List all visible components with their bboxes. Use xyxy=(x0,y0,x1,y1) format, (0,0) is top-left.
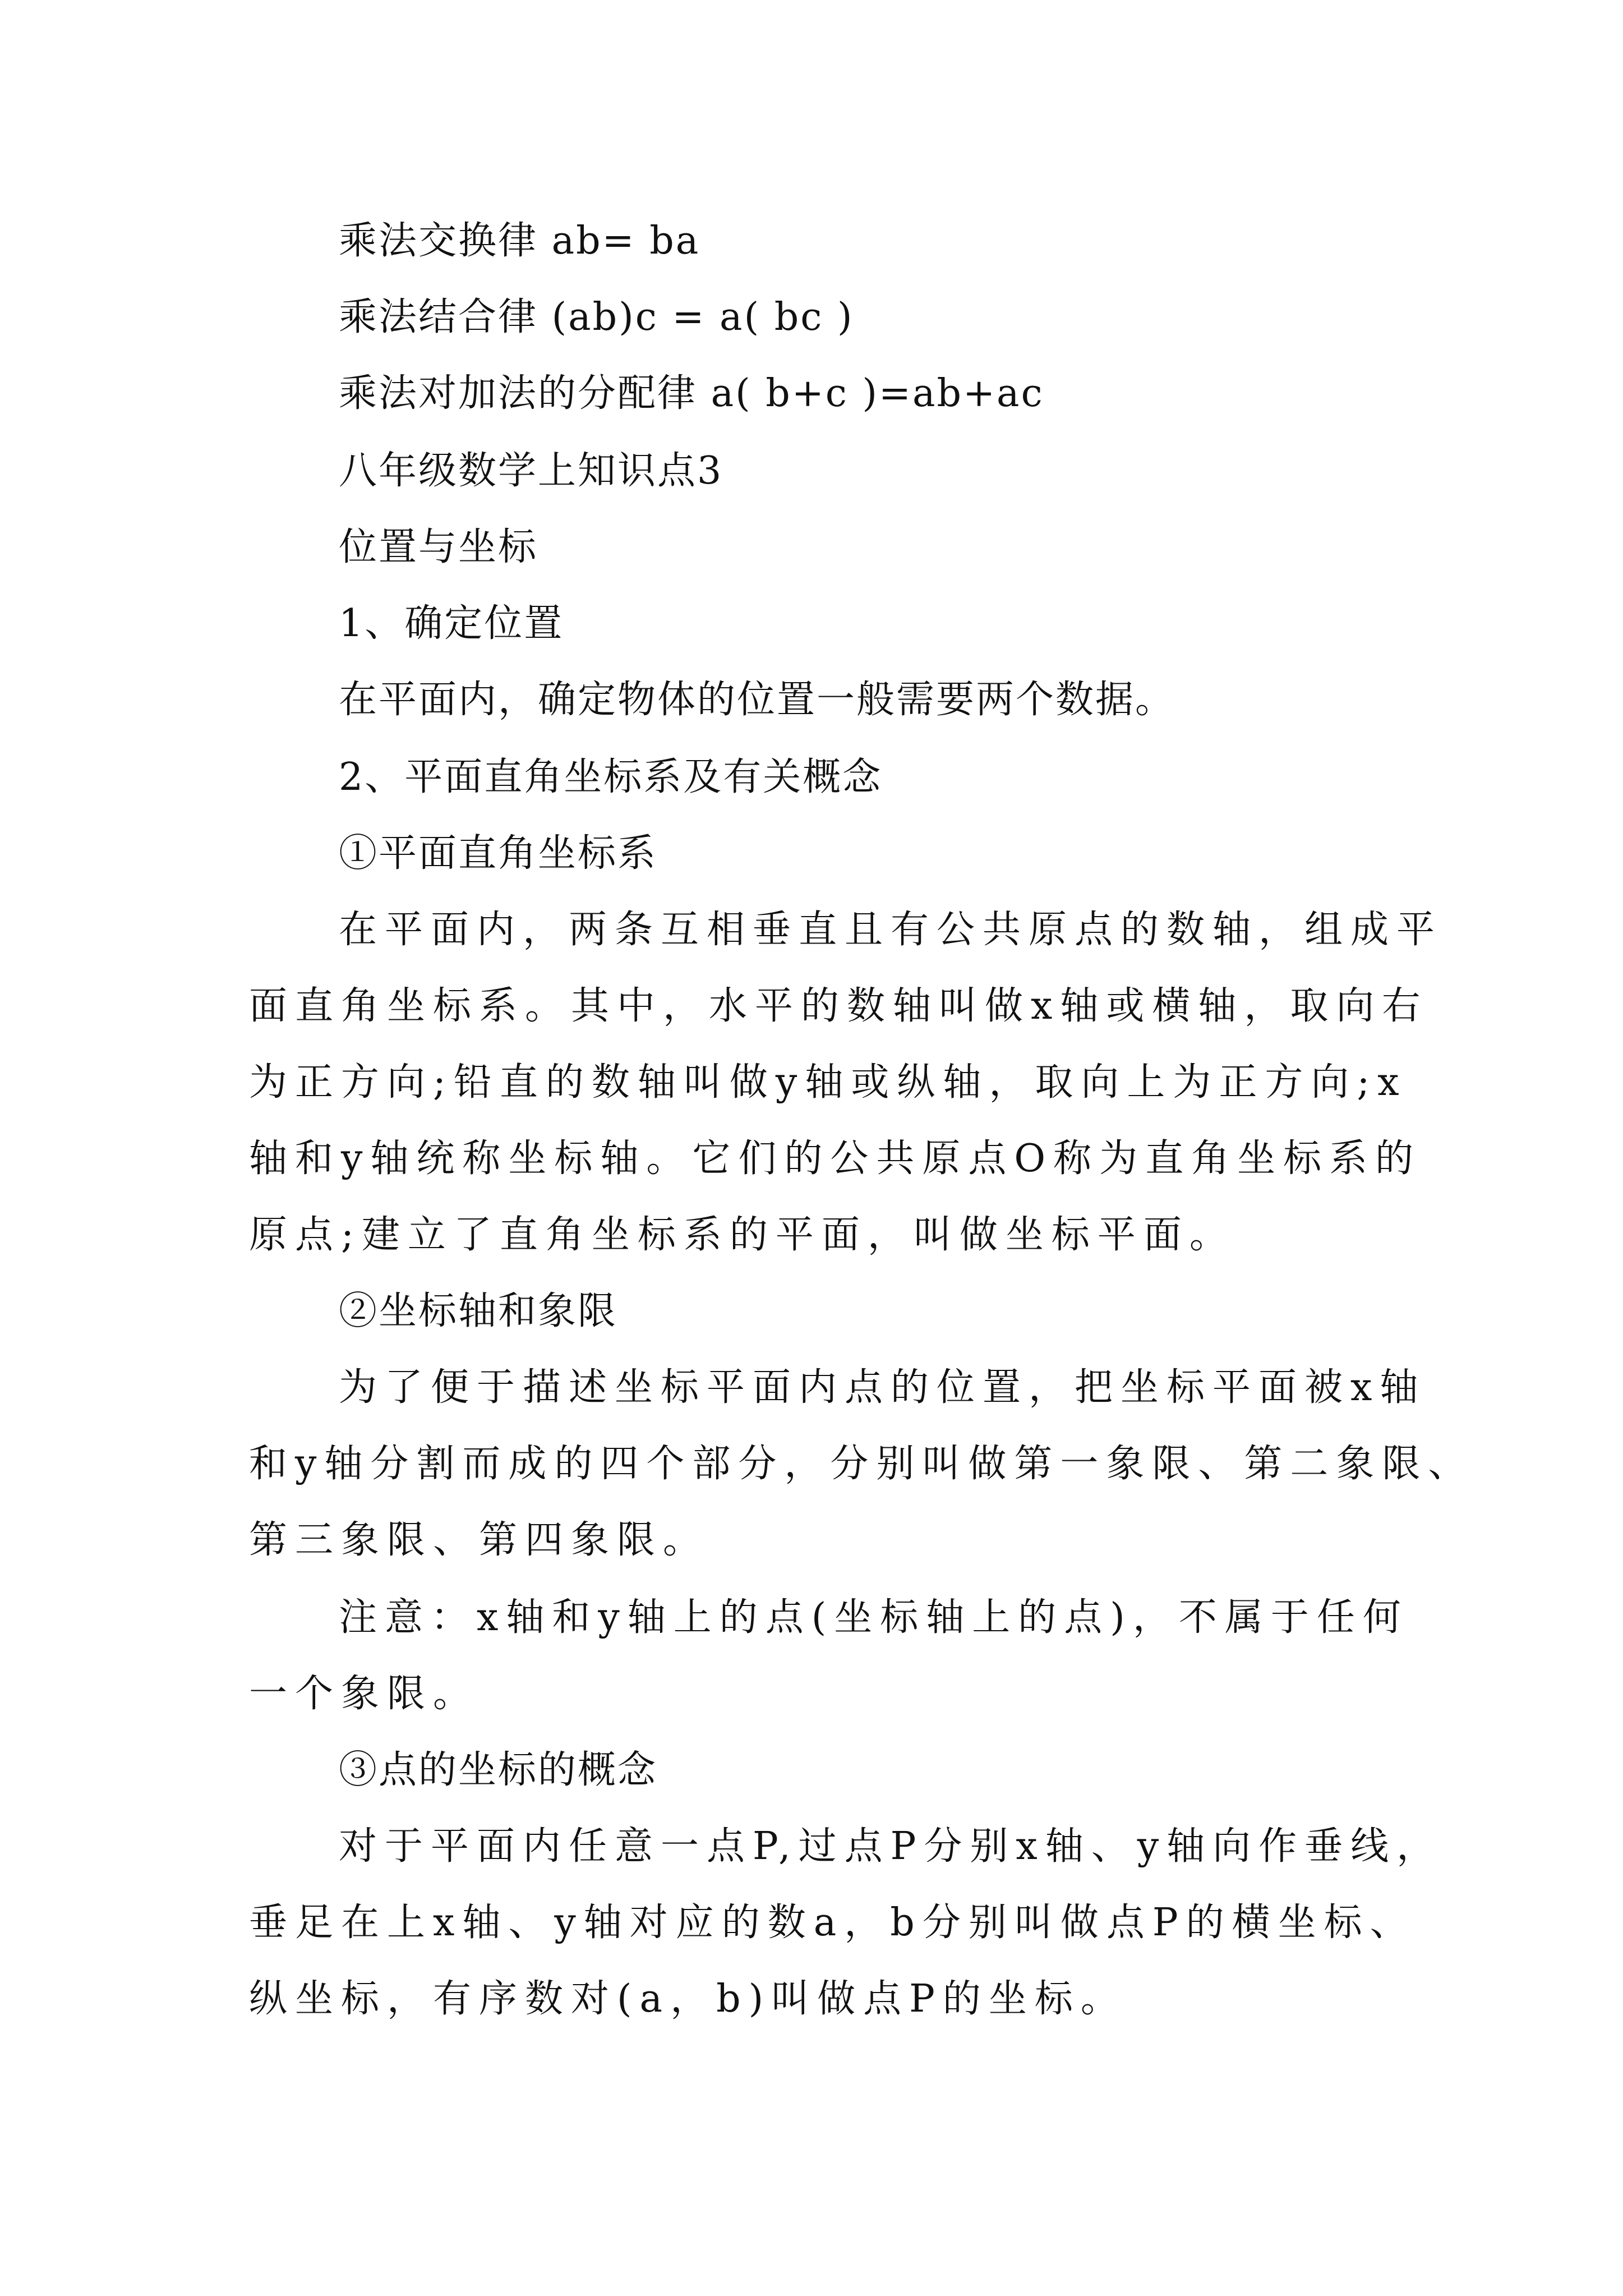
paragraph-line: 面直角坐标系。其中，水平的数轴叫做x轴或横轴，取向右 xyxy=(249,984,1428,1028)
note-line: 注意：x轴和y轴上的点(坐标轴上的点)，不属于任何 xyxy=(339,1595,1409,1640)
paragraph-position-data: 在平面内，确定物体的位置一般需要两个数据。 xyxy=(339,678,1175,722)
subheading-coordinate-system: 2、平面直角坐标系及有关概念 xyxy=(339,755,883,799)
paragraph-line: 在平面内，两条互相垂直且有公共原点的数轴，组成平 xyxy=(339,908,1443,952)
paragraph-line: 轴和y轴统称坐标轴。它们的公共原点O称为直角坐标系的 xyxy=(249,1137,1422,1181)
paragraph-line: 第三象限、第四象限。 xyxy=(249,1518,709,1562)
distributive-law: 乘法对加法的分配律 a( b+c )=ab+ac xyxy=(339,371,1044,416)
item-heading-axes-quadrants: ②坐标轴和象限 xyxy=(339,1289,618,1333)
topic-title: 位置与坐标 xyxy=(339,525,538,569)
paragraph-line: 为正方向;铅直的数轴叫做y轴或纵轴，取向上为正方向;x xyxy=(249,1060,1407,1105)
multiplication-associative-law: 乘法结合律 (ab)c = a( bc ) xyxy=(339,295,854,339)
section-heading: 八年级数学上知识点3 xyxy=(339,449,723,493)
paragraph-line: 原点;建立了直角坐标系的平面，叫做坐标平面。 xyxy=(249,1213,1235,1257)
multiplication-commutative-law: 乘法交换律 ab= ba xyxy=(339,219,700,263)
paragraph-line: 和y轴分割而成的四个部分，分别叫做第一象限、第二象限、 xyxy=(249,1442,1474,1486)
item-heading-cartesian-system: ①平面直角坐标系 xyxy=(339,831,658,876)
item-heading-point-coordinates: ③点的坐标的概念 xyxy=(339,1748,658,1792)
paragraph-line: 为了便于描述坐标平面内点的位置，把坐标平面被x轴 xyxy=(339,1365,1426,1410)
subheading-determine-position: 1、确定位置 xyxy=(339,601,564,646)
paragraph-line: 垂足在上x轴、y轴对应的数a，b分别叫做点P的横坐标、 xyxy=(249,1901,1416,1945)
paragraph-line: 对于平面内任意一点P,过点P分别x轴、y轴向作垂线， xyxy=(339,1824,1443,1869)
paragraph-line: 纵坐标，有序数对(a，b)叫做点P的坐标。 xyxy=(249,1977,1127,2021)
note-line: 一个象限。 xyxy=(249,1672,479,1716)
